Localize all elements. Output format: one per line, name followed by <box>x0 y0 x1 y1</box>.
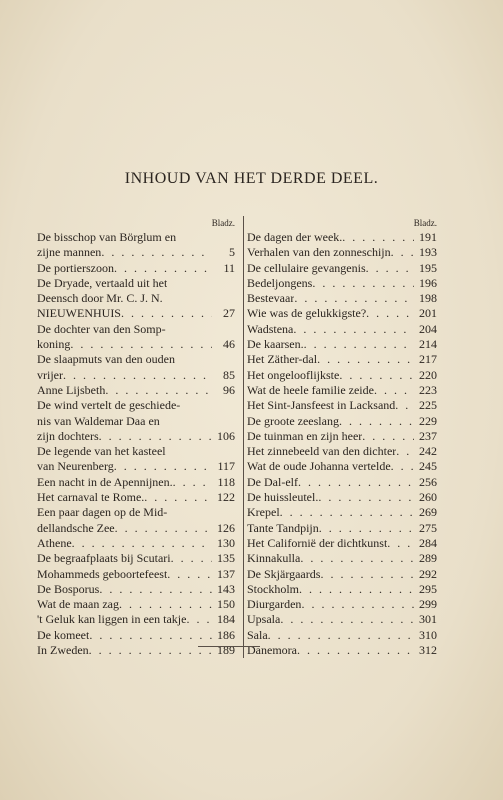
toc-entry-title: van Neurenberg <box>37 459 114 474</box>
toc-entry-title: Kinnakulla <box>247 551 301 566</box>
leader-dots <box>121 306 212 321</box>
leader-dots <box>391 245 414 260</box>
toc-entry-line <box>247 383 437 398</box>
leader-dots <box>362 429 414 444</box>
leader-dots <box>99 429 212 444</box>
toc-entry-title: De groote zeeslang <box>247 413 339 428</box>
toc-entry <box>37 551 235 566</box>
toc-entry <box>247 597 437 612</box>
toc-entry-line <box>37 230 235 245</box>
toc-entry-title: vrijer <box>37 367 63 382</box>
toc-entry-line <box>37 490 235 505</box>
toc-entry-line <box>247 306 437 321</box>
leader-dots <box>293 322 414 337</box>
toc-entry-title: De begraafplaats bij Scutari <box>37 551 171 566</box>
leader-dots <box>99 582 212 597</box>
toc-entry-line <box>247 261 437 276</box>
toc-entry-line <box>247 475 437 490</box>
toc-entry-line <box>247 414 437 429</box>
leader-dots <box>280 505 414 520</box>
toc-entry-page: 217 <box>419 352 437 367</box>
toc-entry-page: 220 <box>419 367 437 382</box>
toc-entry-page: 130 <box>217 535 235 550</box>
toc-entry-page: 284 <box>419 535 437 550</box>
leader-dots <box>89 628 212 643</box>
toc-entry-line <box>37 612 235 627</box>
toc-entry-title: Bedeljongens <box>247 275 313 290</box>
toc-entry-page: 191 <box>419 230 437 244</box>
leader-dots <box>395 398 414 413</box>
toc-entry <box>247 521 437 536</box>
toc-entry-page: 223 <box>419 382 437 397</box>
toc-entry <box>37 322 235 353</box>
toc-entry-page: 310 <box>419 627 437 642</box>
leader-dots <box>89 643 212 658</box>
toc-entry-page: 214 <box>419 337 437 352</box>
toc-entry-line <box>37 505 235 520</box>
toc-entry <box>247 612 437 627</box>
toc-entry-line <box>247 597 437 612</box>
toc-entry <box>247 628 437 643</box>
toc-entry-line <box>37 536 235 551</box>
page-title: INHOUD VAN HET DERDE DEEL. <box>124 170 379 187</box>
toc-entry <box>247 276 437 291</box>
leader-dots <box>374 383 414 398</box>
toc-entry-page: 198 <box>419 291 437 306</box>
toc-entry-line <box>247 551 437 566</box>
toc-entry-page: 229 <box>419 413 437 428</box>
toc-entry <box>37 567 235 582</box>
toc-entry-title: Wie was de gelukkigste? <box>247 306 367 321</box>
leader-dots <box>317 352 414 367</box>
toc-entry-title: Anne Lijsbeth <box>37 382 106 397</box>
toc-entry-page: 106 <box>217 428 235 443</box>
toc-entry <box>37 230 235 261</box>
leader-dots <box>304 337 414 352</box>
toc-entry-title: Wat de maan zag <box>37 597 119 612</box>
toc-entry-title: Wadstena <box>247 321 294 336</box>
toc-entry-page: 201 <box>419 306 437 321</box>
toc-entry-title: Upsala <box>247 612 281 627</box>
toc-entry-title: Wat de heele familie zeide <box>247 382 374 397</box>
toc-entry-page: 225 <box>419 398 437 413</box>
leader-dots <box>173 475 212 490</box>
toc-entry-line <box>247 291 437 306</box>
toc-entry-title: NIEUWENHUIS <box>37 306 121 321</box>
leader-dots <box>115 521 212 536</box>
toc-entry-title: koning <box>37 337 71 352</box>
toc-entry-title: dellandsche Zee <box>37 520 115 535</box>
leader-dots <box>167 567 212 582</box>
toc-entry-page: 260 <box>419 490 437 505</box>
toc-entry-title: Wat de oude Johanna vertelde <box>247 459 391 474</box>
toc-entry-title: De komeet <box>37 627 90 642</box>
toc-entry-title: De dagen der week. <box>247 230 343 244</box>
toc-entry <box>247 230 437 245</box>
toc-entry-title: De wind vertelt de geschiede- <box>37 398 181 413</box>
toc-entry-page: 196 <box>419 275 437 290</box>
toc-entry <box>37 582 235 597</box>
toc-entry-page: 275 <box>419 520 437 535</box>
toc-entry-line <box>247 612 437 627</box>
toc-entry-line <box>247 337 437 352</box>
toc-entry-title: Het Californië der dichtkunst <box>247 535 388 550</box>
leader-dots <box>366 306 414 321</box>
toc-entry <box>247 352 437 367</box>
toc-entry-line <box>247 398 437 413</box>
toc-entry-title: Stockholm <box>247 581 300 596</box>
toc-entry-title: nis van Waldemar Daa en <box>37 413 160 428</box>
toc-entry-page: 269 <box>419 505 437 520</box>
toc-entry-title: De portierszoon <box>37 260 114 275</box>
toc-entry <box>247 306 437 321</box>
toc-entry-line <box>37 628 235 643</box>
toc-entry-line <box>247 444 437 459</box>
toc-entry-page: 27 <box>223 306 235 321</box>
toc-entry <box>247 337 437 352</box>
toc-entry-title: Het Sint-Jansfeest in Lacksand <box>247 398 396 413</box>
toc-entry-line <box>247 230 437 245</box>
toc-entry-page: 299 <box>419 597 437 612</box>
leader-dots <box>396 444 414 459</box>
toc-entry <box>37 597 235 612</box>
toc-entry <box>247 551 437 566</box>
toc-entry-line <box>247 628 437 643</box>
toc-entry-line <box>37 429 235 444</box>
leader-dots <box>301 597 414 612</box>
toc-entry-line <box>247 459 437 474</box>
toc-entry-line <box>37 398 235 413</box>
toc-entry-title: De slaapmuts van den ouden <box>37 352 175 367</box>
toc-entry-line <box>37 597 235 612</box>
leader-dots <box>300 551 414 566</box>
toc-entry-line <box>37 368 235 383</box>
leader-dots <box>144 490 212 505</box>
toc-entry-title: In Zweden <box>37 643 89 658</box>
toc-entry-title: De tuinman en zijn heer <box>247 428 363 443</box>
toc-entry-line <box>37 261 235 276</box>
leader-dots <box>294 291 414 306</box>
toc-entry-line <box>247 643 437 658</box>
toc-entry-line <box>247 582 437 597</box>
toc-entry-page: 193 <box>419 245 437 260</box>
toc-entry-title: 't Geluk kan liggen in een takje <box>37 612 187 627</box>
toc-entry-page: 195 <box>419 260 437 275</box>
toc-entry-page: 143 <box>217 581 235 596</box>
toc-entry <box>37 612 235 627</box>
toc-entry <box>247 291 437 306</box>
toc-entry-title: Tante Tandpijn <box>247 520 319 535</box>
toc-entry <box>37 490 235 505</box>
toc-entry-title: Sala <box>247 627 268 642</box>
toc-entry-page: 237 <box>419 428 437 443</box>
leader-dots <box>366 261 414 276</box>
toc-entry-page: 85 <box>223 367 235 382</box>
leader-dots <box>312 276 414 291</box>
toc-entry-line <box>37 475 235 490</box>
toc-entry <box>247 398 437 413</box>
toc-entry-title: Deensch door Mr. C. J. N. <box>37 291 163 306</box>
toc-entry-page: 150 <box>217 597 235 612</box>
toc-column-right <box>243 216 437 658</box>
toc-entry-title: Mohammeds geboortefeest <box>37 566 168 581</box>
leader-dots <box>268 628 414 643</box>
toc-entry-title: Verhalen van den zonneschijn <box>247 245 391 260</box>
toc-entry <box>247 582 437 597</box>
toc-entry <box>37 628 235 643</box>
toc-entry-page: 11 <box>223 260 235 275</box>
toc-entry-page: 301 <box>419 612 437 627</box>
leader-dots <box>280 612 414 627</box>
toc-entry-line <box>247 536 437 551</box>
toc-entry-page: 135 <box>217 551 235 566</box>
toc-entry-page: 126 <box>217 520 235 535</box>
page-column-header: Bladz. <box>211 218 235 228</box>
toc-entry-title: Het ongelooflijkste <box>247 367 340 382</box>
toc-entry-title: De cellulaire gevangenis <box>247 260 366 275</box>
toc-entry-page: 312 <box>419 643 437 658</box>
toc-entry <box>37 398 235 444</box>
leader-dots <box>105 383 212 398</box>
toc-entry-title: Het zinnebeeld van den dichter <box>247 444 397 459</box>
toc-entry-page: 46 <box>223 337 235 352</box>
toc-entry <box>247 429 437 444</box>
toc-entry-line <box>247 567 437 582</box>
leader-dots <box>391 459 414 474</box>
toc-entry <box>37 536 235 551</box>
leader-dots <box>297 643 414 658</box>
toc-entry <box>247 383 437 398</box>
toc-entry <box>247 643 437 658</box>
toc-entry-title: Bestevaar <box>247 291 295 306</box>
toc-entry-line <box>247 276 437 291</box>
toc-entry-line <box>247 505 437 520</box>
toc-entry <box>247 475 437 490</box>
toc-entries-left <box>37 230 235 658</box>
toc-entry-line <box>37 276 235 291</box>
toc-entry-line <box>37 322 235 337</box>
toc-entry-title: Het Zäther-dal <box>247 352 318 367</box>
leader-dots <box>318 490 414 505</box>
toc-entry <box>37 383 235 398</box>
toc-entry-line <box>37 582 235 597</box>
toc-entry-page: 204 <box>419 321 437 336</box>
leader-dots <box>298 475 414 490</box>
leader-dots <box>72 536 212 551</box>
page-column-header: Bladz. <box>413 218 437 228</box>
toc-entry-page: 96 <box>223 382 235 397</box>
toc-entry <box>37 352 235 383</box>
leader-dots <box>114 261 212 276</box>
toc-entry-line <box>247 490 437 505</box>
toc-entry <box>247 567 437 582</box>
toc-entry-line <box>37 245 235 260</box>
leader-dots <box>63 368 212 383</box>
leader-dots <box>320 567 414 582</box>
toc-entry <box>37 276 235 322</box>
toc-entry-line <box>37 291 235 306</box>
toc-entry-line <box>247 322 437 337</box>
toc-entry-line <box>37 459 235 474</box>
toc-entries-right <box>247 230 437 658</box>
toc-entry <box>247 261 437 276</box>
toc-entry <box>37 505 235 536</box>
toc-entry-line <box>37 567 235 582</box>
toc-entry-line <box>37 551 235 566</box>
leader-dots <box>339 414 414 429</box>
toc-entry-line <box>37 337 235 352</box>
toc-entry-page: 137 <box>217 566 235 581</box>
toc-column-left <box>37 216 235 658</box>
toc-entry-title: De huissleutel. <box>247 490 319 505</box>
toc-entry-title: De Skjärgaards <box>247 566 321 581</box>
toc-entry-line <box>247 245 437 260</box>
toc-entry-page: 122 <box>217 490 235 505</box>
toc-entry-title: De Dal-elf <box>247 474 298 489</box>
toc-entry-page: 289 <box>419 551 437 566</box>
toc-entry-page: 245 <box>419 459 437 474</box>
toc-entry-page: 295 <box>419 581 437 596</box>
toc-entry-title: De dochter van den Somp- <box>37 321 166 336</box>
toc-entry-title: Athene <box>37 535 72 550</box>
toc-entry <box>247 536 437 551</box>
toc-entry-page: 184 <box>217 612 235 627</box>
toc-entry <box>247 322 437 337</box>
toc-entry-page: 189 <box>217 643 235 658</box>
toc-entry-page: 186 <box>217 627 235 642</box>
toc-entry <box>247 414 437 429</box>
leader-dots <box>299 582 414 597</box>
toc-entry-line <box>247 352 437 367</box>
toc-entry-line <box>37 444 235 459</box>
toc-entry-line <box>247 521 437 536</box>
toc-entry-page: 256 <box>419 474 437 489</box>
leader-dots <box>339 368 414 383</box>
toc-entry-title: Een nacht in de Apennijnen. <box>37 474 173 489</box>
toc-entry-line <box>37 521 235 536</box>
toc-entry <box>247 368 437 383</box>
toc-entry <box>37 444 235 475</box>
toc-entry-line <box>37 414 235 429</box>
toc-entry-title: Krepel <box>247 505 280 520</box>
leader-dots <box>319 521 414 536</box>
toc-entry <box>247 459 437 474</box>
toc-entry-title: De legende van het kasteel <box>37 444 166 459</box>
toc-entry-title: De kaarsen. <box>247 337 304 352</box>
toc-entry <box>247 490 437 505</box>
toc-entry <box>37 261 235 276</box>
toc-entry-page: 118 <box>217 474 235 489</box>
toc-entry <box>37 475 235 490</box>
toc-entry <box>247 505 437 520</box>
toc-entry-line <box>247 368 437 383</box>
toc-entry-line <box>247 429 437 444</box>
toc-entry-title: zijne mannen <box>37 245 102 260</box>
leader-dots <box>186 612 212 627</box>
leader-dots <box>101 245 212 260</box>
toc-entry-line <box>37 383 235 398</box>
toc-entry-title: Diurgarden <box>247 597 302 612</box>
leader-dots <box>171 551 212 566</box>
toc-entry <box>247 444 437 459</box>
toc-entry-title: De Dryade, vertaald uit het <box>37 275 168 290</box>
toc-entry-line <box>37 306 235 321</box>
leader-dots <box>342 230 414 245</box>
toc-entry-title: De bisschop van Börglum en <box>37 230 177 244</box>
toc-entry-page: 5 <box>229 245 235 260</box>
toc-entry-title: Een paar dagen op de Mid- <box>37 505 168 520</box>
leader-dots <box>119 597 212 612</box>
toc-entry-line <box>37 352 235 367</box>
toc-entry-page: 292 <box>419 566 437 581</box>
divider-rule <box>198 646 260 647</box>
toc-entry-title: Danemora <box>247 643 297 658</box>
toc-entry <box>247 245 437 260</box>
leader-dots <box>387 536 414 551</box>
leader-dots <box>70 337 212 352</box>
toc-entry-page: 242 <box>419 444 437 459</box>
leader-dots <box>114 459 212 474</box>
toc-entry-title: De Bosporus <box>37 581 100 596</box>
toc-entry-page: 117 <box>217 459 235 474</box>
toc-entry-title: zijn dochters <box>37 428 99 443</box>
toc-entry-title: Het carnaval te Rome. <box>37 490 145 505</box>
